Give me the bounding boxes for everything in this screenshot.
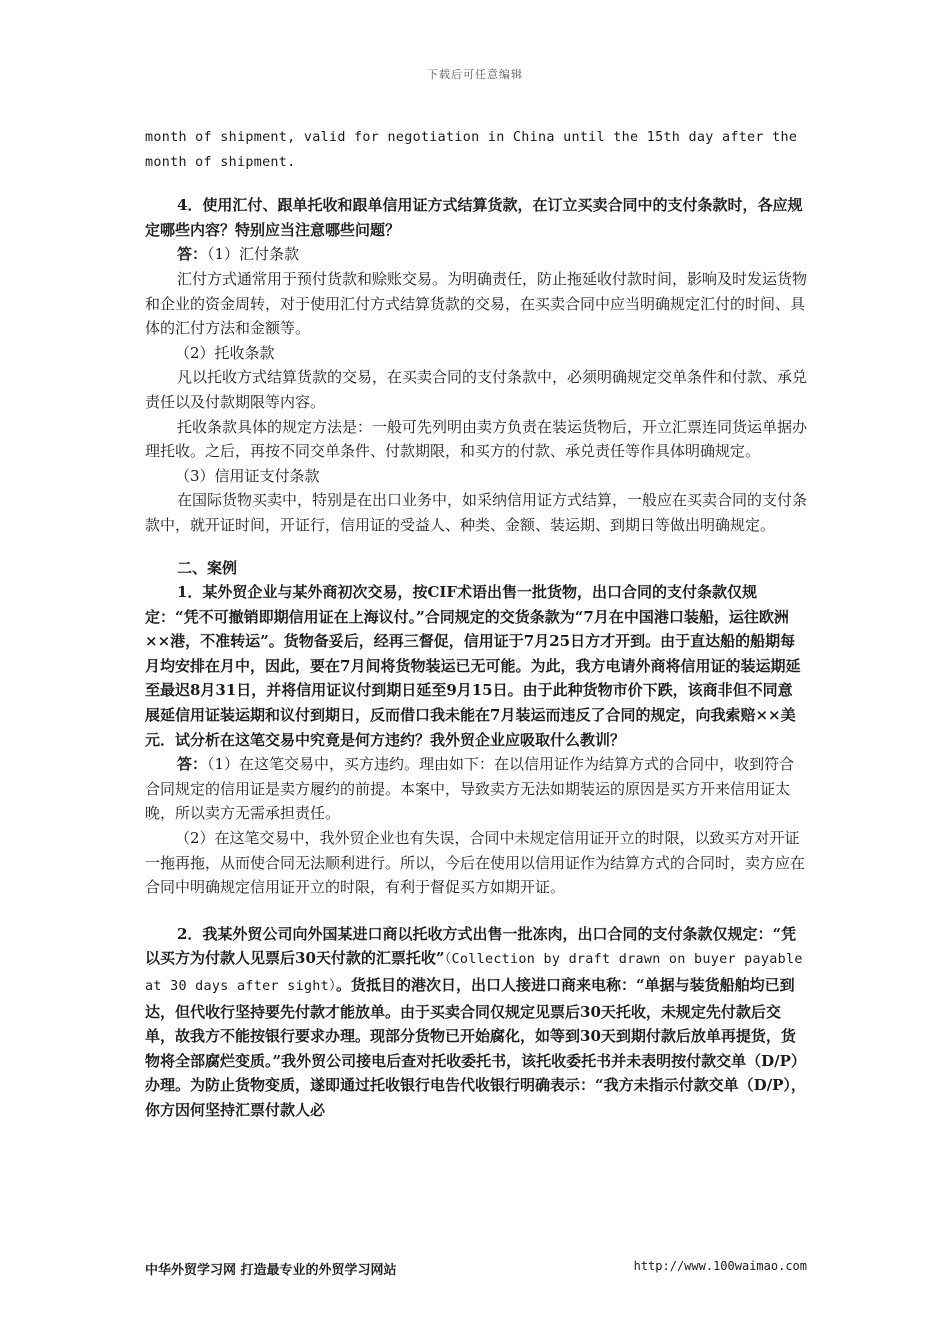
case-1-answer-label: 答： [177,755,208,774]
paragraph-shipment-clause: month of shipment, valid for negotiation in China until the 15th day after the month of shipment. [145,130,798,170]
case-2-part-a: 2．我某外贸公司向外国某进口商以托收方式出售一批冻肉，出口合同的支付条款仅规定：“凭以买方为付款人见票后30天付款的汇票托收” [145,924,797,968]
case-1-answer-1 [145,752,807,826]
remittance-clause-heading: （1）汇付条款 [207,245,300,264]
case-2-english-clause: （Collection by draft drawn on buyer payable at 30 days after sight） [145,952,803,994]
document-body [145,126,807,1123]
footer-url[interactable]: http://www.100waimao.com [633,1259,807,1273]
case-1: 1．某外贸企业与某外商初次交易，按CIF术语出售一批货物，出口合同的支付条款仅规定：“凭不可撤销即期信用证在上海议付。”合同规定的交货条款为“7月在中国港口装船，运往欧洲××港，不准转运”。货物备妥后，经再三督促，信用证于7月25日方才开到。由于直达船的船期每月均安排在月中，因此，要在7月间将货物装运已无可能。为此，我方电请外商将信用证的装运期延至最迟8月31日，并将信用证议付到期日延至9月15日。由于此种货物市价下跌，该商非但不同意展延信用证装运期和议付到期日，反而借口我未能在7月装运而违反了合同的规定，向我索赔××美元．试分析在这笔交易中究竟是何方违约？我外贸企业应吸取什么教训？ [145,583,801,749]
answer-heading-remittance [145,242,807,267]
case-1-answer-2: （2）在这笔交易中，我外贸企业也有失误，合同中未规定信用证开立的时限，以致买方对开证一拖再拖，从而使合同无法顺利进行。所以，今后在使用以信用证作为结算方式的合同时，卖方应在合同中明确规定信用证开立的时限，有利于督促买方如期开证。 [145,829,806,897]
lc-paragraph: 在国际货物买卖中，特别是在出口业务中，如采纳信用证方式结算，一般应在买卖合同的支付条款中，就开证时间，开证行，信用证的受益人、种类、金额、装运期、到期日等做出明确规定。 [145,491,808,534]
case-2 [145,922,807,1123]
answer-label: 答： [177,245,208,264]
case-1-answer-1-text: （1）在这笔交易中，买方违约。理由如下：在以信用证作为结算方式的合同中，收到符合合同规定的信用证是卖方履约的前提。本案中，导致卖方无法如期装运的原因是买方开来信用证太晚，所以卖方无需承担责任。 [145,755,795,823]
collection-paragraph-2: 托收条款具体的规定方法是：一般可先列明由卖方负责在装运货物后，开立汇票连同货运单据办理托收。之后，再按不同交单条件、付款期限，和买方的付款、承兑责任等作具体明确规定。 [145,417,808,461]
lc-clause-heading: （3）信用证支付条款 [175,466,320,485]
section-cases-heading: 二、案例 [177,558,238,577]
question-4: 4．使用汇付、跟单托收和跟单信用证方式结算货款，在订立买卖合同中的支付条款时，各应规定哪些内容？特别应当注意哪些问题？ [145,196,803,239]
footer-site-name: 中华外贸学习网 打造最专业的外贸学习网站 [145,1263,397,1278]
page-footer [145,1259,807,1278]
download-note: 下载后可任意编辑 [427,68,523,81]
remittance-paragraph: 汇付方式通常用于预付货款和赊账交易。为明确责任，防止拖延收付款时间，影响及时发运货物和企业的资金周转，对于使用汇付方式结算货款的交易，在买卖合同中应当明确规定汇付的时间、具体的汇付方法和金额等。 [145,269,808,338]
collection-paragraph-1: 凡以托收方式结算货款的交易，在买卖合同的支付条款中，必须明确规定交单条件和付款、承兑责任以及付款期限等内容。 [145,368,808,411]
collection-clause-heading: （2）托收条款 [175,343,275,362]
case-2-part-b: 。货抵目的港次日，出口人接进口商来电称：“单据与装货船舶均已到达，但代收行坚持要先付款才能放单。由于买卖合同仅规定见票后30天托收，未规定先付款后交单，故我方不能按银行要求办理。现部分货物已开始腐化，如等到30天到期付款后放单再提货，货物将全部腐烂变质。”我外贸公司接电后查对托收委托书，该托收委托书并未表明按付款交单（D/P）办理。为防止货物变质，遂即通过托收银行电告代收银行明确表示：“我方未指示付款交单（D/P），你方因何坚持汇票付款人必 [145,976,806,1119]
